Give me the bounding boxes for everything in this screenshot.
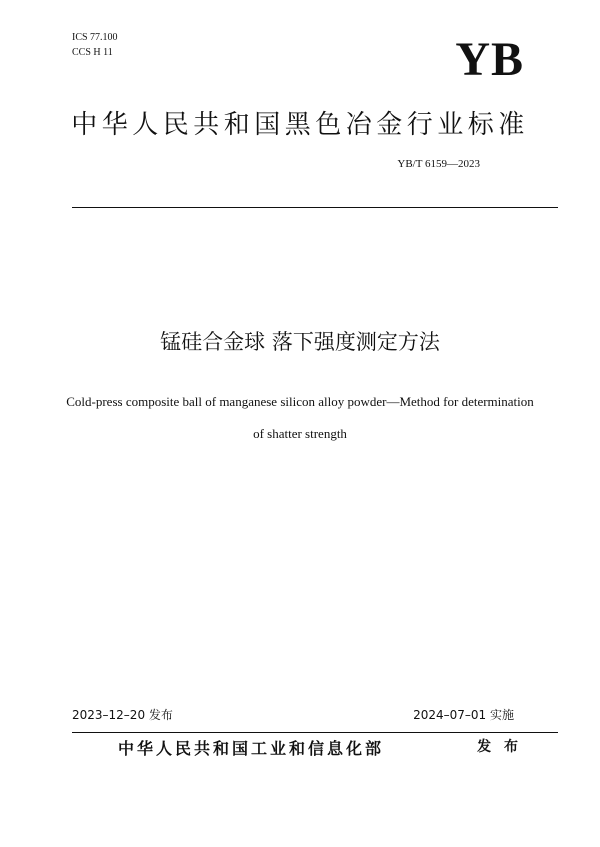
issuing-authority: 中华人民共和国工业和信息化部 bbox=[118, 739, 385, 758]
title-english-line2: of shatter strength bbox=[253, 426, 347, 441]
ccs-code: CCS H 11 bbox=[72, 47, 113, 58]
top-divider bbox=[72, 207, 558, 208]
title-english-line1: Cold-press composite ball of manganese silicon alloy powder—Method for determination bbox=[66, 394, 534, 409]
classification-codes bbox=[72, 30, 118, 60]
ics-code: ICS 77.100 bbox=[72, 32, 118, 43]
implementation-date: 2024–07–01 实施 bbox=[413, 708, 514, 722]
standard-number: YB/T 6159—2023 bbox=[397, 158, 480, 170]
issue-label: 发 布 bbox=[477, 739, 522, 755]
issue-date: 2023–12–20 发布 bbox=[72, 708, 173, 722]
standard-category-title: 中华人民共和国黑色冶金行业标准 bbox=[71, 110, 529, 140]
bottom-divider bbox=[72, 732, 558, 733]
title-english bbox=[30, 386, 570, 450]
yb-logo: YB bbox=[455, 33, 524, 86]
title-chinese: 锰硅合金球 落下强度测定方法 bbox=[160, 330, 440, 354]
